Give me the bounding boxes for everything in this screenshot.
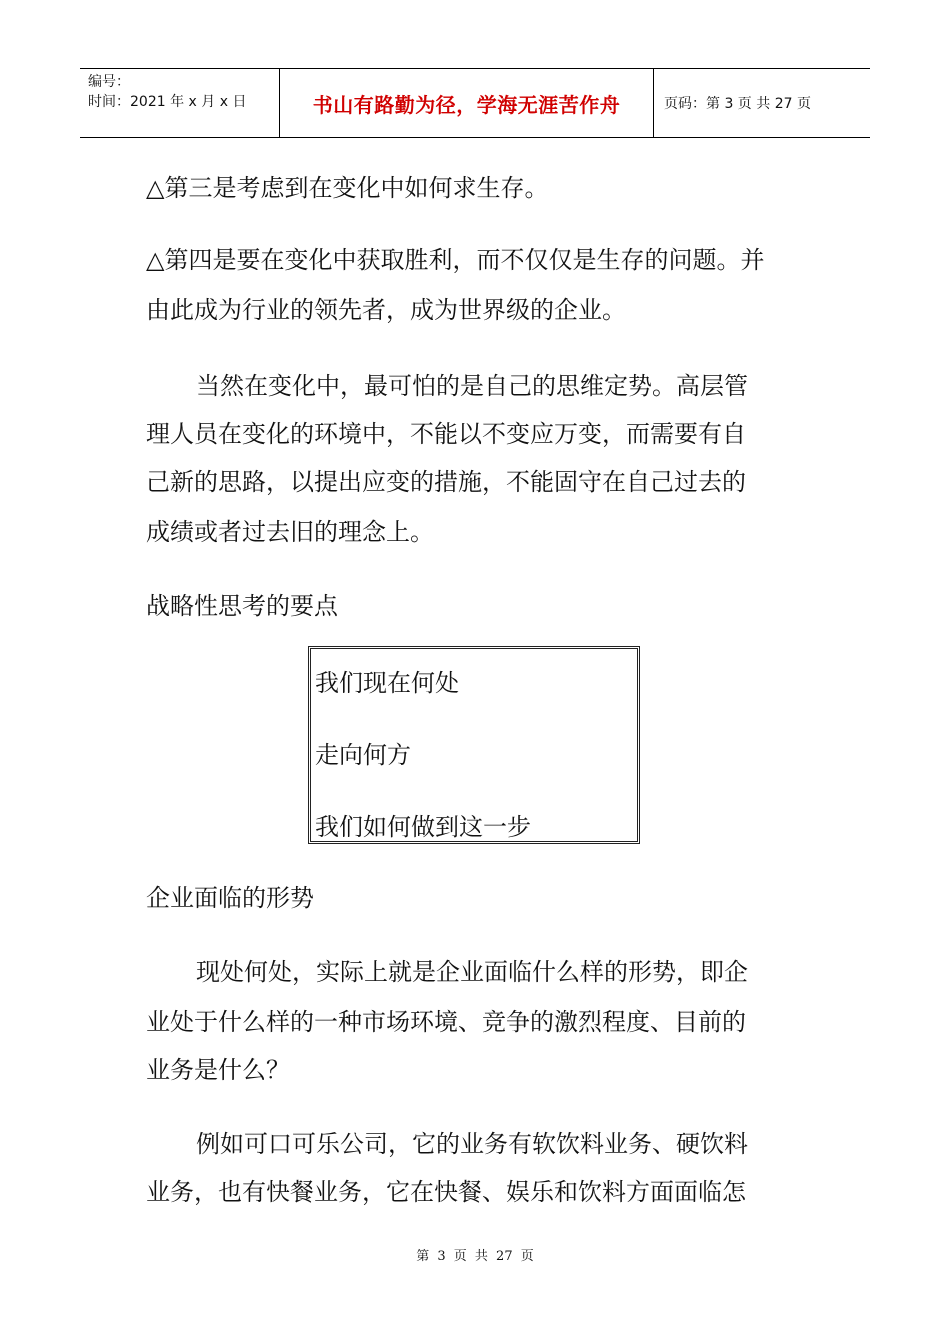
header-motto: 书山有路勤为径，学海无涯苦作舟 (280, 69, 654, 137)
time-label: 时间：2021 年 x 月 x 日 (88, 94, 247, 110)
key-point-item: 我们如何做到这一步 (315, 813, 531, 841)
paragraph-cocacola-line1: 例如可口可乐公司，它的业务有软饮料业务、硬饮料 (196, 1130, 748, 1158)
heading-enterprise-situation: 企业面临的形势 (146, 884, 314, 912)
paragraph-fourth-point-line2: 由此成为行业的领先者，成为世界级的企业。 (146, 296, 626, 324)
paragraph-fourth-point-line1: △第四是要在变化中获取胜利，而不仅仅是生存的问题。并 (146, 246, 765, 274)
paragraph-mindset-line4: 成绩或者过去旧的理念上。 (146, 518, 434, 546)
page-footer: 第 3 页 共 27 页 (416, 1249, 534, 1264)
paragraph-situation-line1: 现处何处，实际上就是企业面临什么样的形势，即企 (196, 958, 748, 986)
paragraph-third-point: △第三是考虑到在变化中如何求生存。 (146, 174, 549, 202)
key-point-item: 走向何方 (315, 741, 411, 769)
paragraph-cocacola-line2: 业务，也有快餐业务，它在快餐、娱乐和饮料方面面临怎 (146, 1178, 746, 1206)
paragraph-mindset-line2: 理人员在变化的环境中，不能以不变应万变，而需要有自 (146, 420, 746, 448)
key-point-item: 我们现在何处 (315, 669, 459, 697)
paragraph-situation-line3: 业务是什么？ (146, 1056, 290, 1084)
heading-strategic-thinking: 战略性思考的要点 (146, 592, 338, 620)
paragraph-mindset-line3: 己新的思路，以提出应变的措施，不能固守在自己过去的 (146, 468, 746, 496)
paragraph-situation-line2: 业处于什么样的一种市场环境、竞争的激烈程度、目前的 (146, 1008, 746, 1036)
number-label: 编号： (88, 74, 130, 90)
header-page-label: 页码：第 3 页 共 27 页 (664, 96, 811, 112)
key-points-box (308, 646, 640, 844)
paragraph-mindset-line1: 当然在变化中，最可怕的是自己的思维定势。高层管 (196, 372, 748, 400)
page-header (80, 68, 870, 138)
header-meta (80, 69, 280, 137)
